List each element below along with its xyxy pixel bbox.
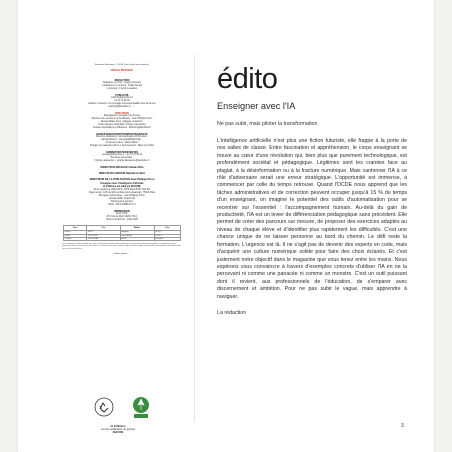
section-administration xyxy=(62,151,182,163)
directeur-publication: DIRECTEUR DE LA PUBLICATION Jean-Philippe Picon xyxy=(89,178,155,181)
table-cell: 10,90 € xyxy=(154,231,180,234)
section-line: Messageries Lyonnaises de Presse xyxy=(103,115,141,117)
directeur-delegue: DIRECTEUR DÉLÉGUÉ Claude Olive xyxy=(100,166,144,169)
edito-body: L'intelligence artificielle n'est plus une fiction futuriste, elle frappe à la porte de nos salles de classe. Entre fascination et appréhension, le corps enseignant se trouve au cœur d'une révolution qui, bien plus que purement technologique, est profondément sociétal et pédagogique. Légitimes sont les craintes face au plagiat, à la désinformation ou à la fracture numérique. Mais cantonner l'IA à ce rôle d'adversaire serait une erreur stratégique. L'opportunité est immense, à commencer par celle du temps retrouvé. Quand l'OCDE nous apprend que les tâches administratives et de correction peuvent occuper jusqu'à 15 % du temps d'un enseignant, on imagine le potentiel des outils d'automatisation pour se recentrer sur l'essentiel : l'accompagnement humain. Au-delà du gain de productivité, l'IA est un levier de différenciation pédagogique sans précédent. Elle permet de créer des parcours sur mesure, de proposer des exercices adaptés au niveau de chaque élève et d'identifier plus rapidement les difficultés. C'est une chance unique de ne laisser personne au bord du chemin. Le défi reste la formation. L'urgence est là. Il ne s'agit pas de devenir des experts en code, mais d'acquérir une culture numérique solide pour faire des choix éclairés. Et c'est justement notre objectif dans le magazine que vous tenez entre les mains. Nous espérons vous convaincre à travers d'exemples concrets d'utiliser l'IA en ne la percevant ni comme une panacée ni comme un monstre. C'est un outil puissant dont il revient, aux professionnels de l'éducation, de s'emparer avec discernement et ambition. Pour ne pas subir le vague, mais apprendre à naviguer. xyxy=(217,138,407,300)
edito-subtitle: Enseigner avec l'IA xyxy=(217,101,296,111)
edito-article xyxy=(217,64,407,316)
table-header-cell: Prix xyxy=(154,226,180,231)
publisher-footer xyxy=(78,425,158,435)
section-marketing xyxy=(62,133,182,148)
edito-title: édito xyxy=(217,63,278,95)
table-cell: 15,90 CHF xyxy=(87,234,120,237)
section-heading: ADMINISTRATION/VENTES xyxy=(105,151,139,154)
table-cell: Maroc xyxy=(120,237,154,240)
section-line: Sandra Bouvet – secretariatdiffusion@... xyxy=(101,139,143,141)
section-line: Chefs de produit : Valérie Blison xyxy=(105,142,139,144)
editorial-logo-subtitle: ... ... ... ... xyxy=(117,72,127,74)
section-line: Contact dépositaires et diffuseurs : diffusion@lavoixlive.fr xyxy=(92,127,152,129)
publisher-line: Enseigner avec l'intelligence Artificielle xyxy=(100,183,144,185)
table-header-cell: Prix xyxy=(87,226,120,231)
table-cell: Belgique xyxy=(120,231,154,234)
printer-line: ELIA TOUL xyxy=(116,213,128,215)
section-heading: DIFFUSION xyxy=(115,112,129,115)
directeur-associe: DIRECTEUR ASSOCIÉ Nathalie Gollarn xyxy=(98,172,146,175)
section-line: comptes@lavoixlive.fr – 01 44 70 99 14 xyxy=(101,154,143,156)
section-line: Chargés de marketing direct et abonnements : Marie de Corbin xyxy=(89,145,155,147)
legal-notice: Toute reproduction, même partielle, des articles et illustrations publiés dans ce magazine est interdite sans autorisation préalable. Le magazine n'est pas responsable des documents qui lui sont confiés. Les indications de prix et d'adresses figurant dans les pages rédactionnelles sont données à titre d'information, sans aucun but publicitaire. xyxy=(62,243,182,250)
print-date: Achevé d'imprimer : juillet 2025 xyxy=(106,219,138,221)
pefc-logo-icon xyxy=(129,395,153,419)
section-line: Virginie Lalevaurice – virginie.lalevaurice@lavoixlive.fr xyxy=(94,160,150,162)
publisher-name: IA & Métiers xyxy=(110,425,126,428)
recycle-logo-icon xyxy=(94,397,114,417)
edito-signature: La rédaction xyxy=(217,309,247,316)
column-divider xyxy=(194,55,195,422)
magazine-page xyxy=(18,0,434,452)
section-heading: RÉDACTION xyxy=(114,79,130,82)
table-cell: France xyxy=(64,231,87,234)
table-cell: Suisse xyxy=(64,234,87,237)
publisher-line: Principaux actionnaires : Jean-Philippe Picon, xyxy=(98,195,146,197)
table-header-cell: Édition xyxy=(120,226,154,231)
section-line: Correcteur : Franck Levadoux xyxy=(106,88,138,90)
printer-line: 25 Croix de Metz 54200 TOUL xyxy=(106,216,138,218)
page-number: 3 xyxy=(401,423,404,429)
section-line: publicite@lavoixlive.fr xyxy=(110,97,134,99)
table-cell: Canada xyxy=(64,237,87,240)
section-line: Louis-Jacques Chambard, Virginie Lalevaurice xyxy=(98,124,146,126)
section-line: Directrice Marketing, Communication & Promotion : xyxy=(95,136,149,138)
table-cell: 10,90 € xyxy=(154,234,180,237)
section-line: 01 44 70 00 00 xyxy=(114,100,130,102)
section-heading: MARKETING/PROMOTION/PARTENARIATS xyxy=(96,133,148,136)
section-line: publicite@lavoixlive.fr ... ... xyxy=(108,106,136,108)
table-cell: 16,99 $CAN xyxy=(87,237,120,240)
section-line: L'éditeur n'entend ni ne s'engage à la responsabilité des annonces. xyxy=(87,103,157,105)
printer-heading: IMPRESSION xyxy=(114,210,130,213)
photo-credits: Crédits photos : ... xyxy=(113,252,131,255)
section-diffusion xyxy=(62,112,182,130)
section-line: Directeur des ventes et de la diffusion : Jean-Philippe Picon xyxy=(91,118,153,120)
section-heading: PUBLICITÉ xyxy=(115,94,129,97)
publisher-line: Dépôt légal à parution xyxy=(110,201,134,203)
publisher-group: DIACOM xyxy=(112,431,124,435)
publisher-legal-block xyxy=(62,183,182,207)
publisher-line: SA au capital de 1000 000 € • RCS Paris B 397 322 621 xyxy=(93,189,151,191)
publisher-line: IA & Métiers est édité par DIACOM, xyxy=(103,186,141,188)
table-cell: 110 MAD xyxy=(154,237,180,240)
colophon xyxy=(62,64,182,256)
table-cell: 9,90 € xyxy=(87,231,120,234)
price-table xyxy=(63,225,181,241)
section-publicite xyxy=(62,94,182,109)
colophon-address: Fondation Ramadan... 75014 Paris (small print address) xyxy=(94,64,150,66)
table-cell: Luxembourg xyxy=(120,234,154,237)
editorial-logo-name: CERCLE EDITORIAL xyxy=(110,69,134,72)
edito-lead: Ne pas subir, mais piloter la transformation xyxy=(217,121,318,127)
table-row xyxy=(64,237,181,240)
section-line: Rédacteur en chef : Grégory Ripoché xyxy=(102,82,142,84)
section-line: Responsables titres, réglages, réassorts : xyxy=(100,121,144,123)
table-header-cell: Pays xyxy=(64,226,87,231)
eco-labels xyxy=(92,395,162,419)
publisher-line: Acropa SARL, Froplin SA xyxy=(109,198,135,200)
publisher-line: Siège social : 100 bis-110 rue Raymond Losserand • 75014 Paris xyxy=(88,192,156,194)
section-line: A participé à ce numéro : Sofian Nouira xyxy=(102,85,142,87)
section-redaction xyxy=(62,79,182,91)
publisher-line: ISSN : 978-2-08698-97-0-7 xyxy=(108,204,136,206)
section-line: Directrice des achats : xyxy=(110,157,134,159)
publisher-tagline: est une publication du groupe xyxy=(100,428,136,432)
